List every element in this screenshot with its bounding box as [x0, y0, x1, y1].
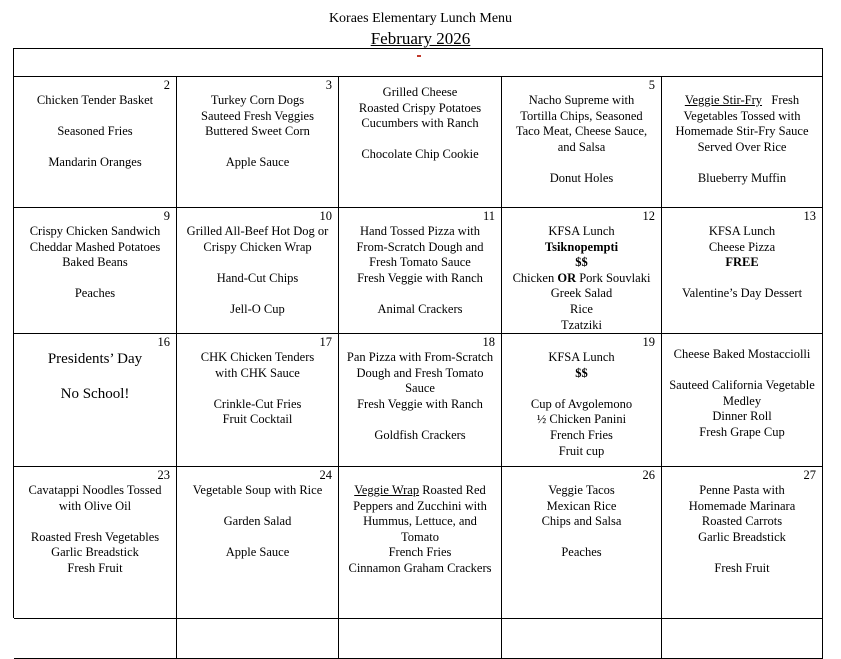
day-number: 18 [482, 335, 495, 349]
day-number: 12 [642, 209, 655, 223]
menu-line [179, 224, 336, 240]
menu-items [504, 483, 659, 561]
menu-line-text: Seasoned Fries [57, 124, 133, 139]
menu-line [179, 530, 336, 546]
menu-line [341, 366, 499, 382]
menu-line [504, 350, 659, 366]
day-cell [14, 467, 177, 619]
menu-line-text: with CHK Sauce [215, 365, 300, 380]
menu-line [179, 255, 336, 271]
menu-line-text: Chocolate Chip Cookie [361, 147, 479, 162]
menu-line [504, 483, 659, 499]
day-cell [339, 208, 502, 334]
menu-line-text: Grilled Cheese [382, 85, 458, 99]
menu-items [179, 350, 336, 428]
day-cell [177, 334, 339, 467]
menu-line [341, 350, 499, 366]
menu-line [341, 428, 499, 444]
day-cell [662, 77, 823, 208]
menu-line [664, 171, 820, 187]
menu-line-text: Garden Salad [223, 514, 292, 529]
menu-line [341, 224, 499, 240]
day-cell [502, 77, 662, 208]
menu-line-text: FREE [725, 255, 759, 270]
menu-line-text: Cheddar Mashed Potatoes [29, 239, 161, 254]
menu-line [504, 155, 659, 171]
day-number: 26 [642, 468, 655, 482]
day-cell [339, 334, 502, 467]
menu-line-text: Vegetable Soup with Rice [192, 483, 323, 497]
menu-line-text: Crispy Chicken Wrap [203, 239, 312, 254]
menu-line-text: Tortilla Chips, Seasoned [520, 108, 643, 123]
menu-line-text: French Fries [388, 545, 452, 560]
menu-line-text: Chicken Tender Basket [36, 93, 154, 107]
menu-line-text: Chicken [512, 270, 558, 285]
menu-line [504, 444, 659, 460]
menu-line-text: Fruit Cocktail [222, 412, 293, 427]
menu-line [664, 155, 820, 171]
menu-items [504, 350, 659, 459]
menu-line-text: CHK Chicken Tenders [200, 350, 315, 364]
menu-line [504, 109, 659, 125]
day-number: 24 [319, 468, 332, 482]
menu-line-text: Fresh Grape Cup [699, 424, 785, 439]
menu-line [504, 140, 659, 156]
menu-line-tail: Pork Souvlaki [576, 270, 651, 285]
menu-line [16, 124, 174, 140]
menu-line [664, 394, 820, 410]
menu-items [179, 93, 336, 171]
menu-line [504, 93, 659, 109]
menu-line-text: Blueberry Muffin [697, 170, 787, 185]
menu-line [16, 350, 174, 369]
day-number: 27 [803, 468, 816, 482]
menu-line-text: Peppers and Zucchini with [353, 498, 487, 513]
menu-line [504, 240, 659, 256]
day-number: 5 [648, 78, 655, 92]
menu-line-text: KFSA Lunch [708, 224, 776, 238]
menu-line [664, 545, 820, 561]
menu-line-text: Vegetables Tossed with [683, 108, 801, 123]
menu-items [664, 347, 820, 441]
menu-line [16, 255, 174, 271]
menu-line-text: Roasted Crispy Potatoes [358, 100, 482, 115]
calendar-header-row [14, 49, 823, 77]
menu-line [664, 514, 820, 530]
day-cell [662, 334, 823, 467]
menu-line [664, 240, 820, 256]
menu-line-tail: Fresh [762, 93, 800, 107]
menu-items [664, 483, 820, 577]
menu-line-text: Sauce [405, 381, 435, 396]
menu-line [504, 171, 659, 187]
menu-items [179, 224, 336, 318]
menu-line [664, 483, 820, 499]
day-cell [662, 208, 823, 334]
menu-line-text: Veggie Wrap [354, 483, 420, 497]
menu-line [664, 140, 820, 156]
menu-line-text: Greek Salad [550, 286, 613, 301]
menu-line [664, 499, 820, 515]
menu-line [504, 255, 659, 271]
month-label: February 2026 [370, 29, 471, 48]
menu-line [664, 93, 820, 109]
menu-line [341, 132, 499, 148]
menu-line-text: Cinnamon Graham Crackers [348, 560, 492, 575]
menu-line [664, 530, 820, 546]
menu-line-text: No School! [60, 385, 130, 402]
menu-line-text: KFSA Lunch [548, 350, 615, 364]
menu-items [16, 224, 174, 302]
calendar-grid [13, 48, 823, 618]
menu-line-text: Veggie Stir-Fry [684, 93, 763, 107]
day-cell [177, 208, 339, 334]
menu-line [16, 286, 174, 302]
day-cell [502, 467, 662, 619]
menu-line [664, 124, 820, 140]
menu-line [179, 109, 336, 125]
menu-line [664, 347, 820, 363]
menu-line [16, 514, 174, 530]
empty-day-cell [339, 619, 502, 659]
menu-line [179, 124, 336, 140]
menu-line [341, 271, 499, 287]
menu-line-text: Goldfish Crackers [374, 427, 466, 442]
menu-line-text: Hand-Cut Chips [216, 270, 299, 285]
menu-items [341, 483, 499, 577]
menu-line [341, 514, 499, 530]
menu-line [179, 381, 336, 397]
menu-line [341, 483, 499, 499]
menu-items [16, 350, 174, 404]
menu-line-text: Peaches [561, 545, 602, 560]
menu-line-text: Roasted Carrots [701, 514, 783, 529]
menu-line-text: KFSA Lunch [548, 224, 615, 238]
menu-line-text: Peaches [74, 286, 116, 301]
menu-line [179, 545, 336, 561]
menu-line [664, 109, 820, 125]
menu-line [341, 240, 499, 256]
menu-line-text: Animal Crackers [377, 301, 463, 316]
menu-items [341, 350, 499, 444]
menu-line [179, 271, 336, 287]
menu-line-text: Penne Pasta with [699, 483, 785, 497]
menu-line-text: French Fries [550, 427, 613, 442]
empty-day-cell [177, 619, 339, 659]
menu-line [179, 240, 336, 256]
menu-line-text: Garlic Breadstick [51, 545, 139, 560]
menu-line-text: Homemade Stir-Fry Sauce [675, 124, 809, 139]
menu-line [179, 302, 336, 318]
menu-line-text: Chips and Salsa [541, 514, 622, 529]
menu-items [16, 483, 174, 577]
menu-line-text: Apple Sauce [225, 155, 290, 170]
menu-line-text: Cucumbers with Ranch [361, 116, 479, 131]
menu-line [504, 224, 659, 240]
menu-line-text: Taco Meat, Cheese Sauce, [515, 124, 648, 139]
day-cell [502, 334, 662, 467]
day-number: 23 [157, 468, 170, 482]
menu-line [179, 155, 336, 171]
month-title [0, 29, 841, 49]
menu-line [179, 514, 336, 530]
menu-line [341, 255, 499, 271]
menu-line [341, 116, 499, 132]
menu-line-text: Crispy Chicken Sandwich [29, 224, 161, 238]
menu-line [341, 286, 499, 302]
menu-line [664, 561, 820, 577]
menu-line-text: ½ Chicken Panini [536, 412, 627, 427]
menu-line-text: Veggie Tacos [548, 483, 615, 497]
empty-day-cell [14, 619, 177, 659]
menu-line-text: Tzatziki [561, 317, 602, 332]
menu-line [341, 561, 499, 577]
menu-line [341, 302, 499, 318]
menu-line-text: Tsiknopempti [544, 239, 619, 254]
menu-line-text: Sauteed Fresh Veggies [201, 108, 314, 123]
menu-line [504, 397, 659, 413]
menu-line-text: Crinkle-Cut Fries [213, 396, 302, 411]
menu-line-text: Donut Holes [549, 170, 614, 185]
menu-line-text: Fresh Tomato Sauce [369, 255, 471, 270]
menu-line [341, 147, 499, 163]
menu-line [664, 255, 820, 271]
menu-line-text: Garlic Breadstick [698, 529, 786, 544]
menu-line [504, 514, 659, 530]
menu-line-text: Cup of Avgolemono [530, 396, 633, 411]
menu-items [504, 93, 659, 187]
menu-line-text: Fresh Fruit [67, 560, 123, 575]
menu-line [16, 140, 174, 156]
menu-line-text: Turkey Corn Dogs [210, 93, 305, 107]
menu-items [664, 93, 820, 187]
menu-line [664, 409, 820, 425]
menu-line [341, 101, 499, 117]
menu-line-text: Hummus, Lettuce, and [363, 514, 477, 529]
menu-title: Koraes Elementary Lunch Menu [328, 11, 513, 26]
day-cell [177, 467, 339, 619]
menu-line-text: $$ [575, 255, 588, 270]
menu-line [16, 155, 174, 171]
menu-line-text: Roasted Fresh Vegetables [30, 529, 160, 544]
menu-line [341, 412, 499, 428]
menu-line-text: Medley [722, 393, 762, 408]
menu-line [16, 385, 174, 404]
menu-line [504, 428, 659, 444]
menu-line [179, 499, 336, 515]
day-cell [662, 467, 823, 619]
menu-line-text: Valentine’s Day Dessert [681, 286, 803, 301]
menu-line [179, 93, 336, 109]
menu-line-text: Fruit cup [558, 443, 605, 458]
day-cell [14, 77, 177, 208]
menu-line-text: with Olive Oil [58, 498, 132, 513]
menu-line-text: Jell-O Cup [230, 301, 285, 316]
menu-line-text: Served Over Rice [697, 139, 787, 154]
menu-line [16, 224, 174, 240]
menu-line [504, 302, 659, 318]
menu-line-text: Sauteed California Vegetable [669, 378, 815, 393]
menu-line-text: Buttered Sweet Corn [205, 124, 310, 139]
menu-line-emphasis: OR [557, 270, 577, 285]
day-number: 16 [157, 335, 170, 349]
menu-line [179, 286, 336, 302]
menu-line [341, 397, 499, 413]
menu-line-text: Grilled All-Beef Hot Dog or [186, 224, 329, 238]
menu-line-text: Rice [570, 301, 593, 316]
menu-line [664, 425, 820, 441]
menu-line [664, 363, 820, 379]
menu-line [664, 271, 820, 287]
day-number: 13 [803, 209, 816, 223]
menu-line-text: Fresh Veggie with Ranch [357, 396, 483, 411]
menu-line [504, 318, 659, 334]
day-cell [177, 77, 339, 208]
day-cell [14, 208, 177, 334]
menu-line [664, 224, 820, 240]
empty-day-cell [502, 619, 662, 659]
menu-line [16, 369, 174, 385]
menu-items [664, 224, 820, 302]
menu-line [16, 530, 174, 546]
menu-line-text: Hand Tossed Pizza with [359, 224, 481, 238]
day-cell [339, 77, 502, 208]
menu-line [16, 109, 174, 125]
menu-line [16, 561, 174, 577]
menu-line-text: Homemade Marinara [688, 498, 796, 513]
menu-line [664, 378, 820, 394]
menu-line-text: From-Scratch Dough and [356, 239, 484, 254]
menu-line-text: Cavatappi Noodles Tossed [28, 483, 162, 497]
menu-line [664, 286, 820, 302]
empty-day-cell [662, 619, 823, 659]
day-cell [339, 467, 502, 619]
menu-line-text: Apple Sauce [225, 545, 290, 560]
menu-items [341, 85, 499, 163]
menu-line-text: Mandarin Oranges [48, 155, 142, 170]
menu-line-text: Fresh Fruit [714, 560, 770, 575]
menu-line-text: $$ [575, 365, 588, 380]
menu-line [16, 240, 174, 256]
menu-line [16, 545, 174, 561]
menu-line [341, 530, 499, 546]
menu-line [341, 499, 499, 515]
menu-line-text: Pan Pizza with From-Scratch [346, 350, 494, 364]
day-cell [502, 208, 662, 334]
menu-line-tail: Roasted Red [419, 483, 486, 497]
menu-line-text: Cheese Pizza [708, 239, 776, 254]
menu-line [179, 140, 336, 156]
menu-line-text: Nacho Supreme with [528, 93, 635, 107]
menu-line [179, 412, 336, 428]
menu-line [341, 381, 499, 397]
menu-line-text: Mexican Rice [546, 498, 617, 513]
menu-line [16, 483, 174, 499]
menu-line [504, 286, 659, 302]
menu-line-text: and Salsa [557, 139, 606, 154]
menu-line [341, 85, 499, 101]
day-number: 10 [319, 209, 332, 223]
day-number: 19 [642, 335, 655, 349]
menu-line [504, 545, 659, 561]
menu-line-text: Baked Beans [62, 255, 128, 270]
day-number: 9 [163, 209, 170, 223]
menu-line [504, 499, 659, 515]
menu-line-text: Fresh Veggie with Ranch [357, 270, 483, 285]
menu-line [16, 93, 174, 109]
day-number: 17 [319, 335, 332, 349]
menu-line [179, 350, 336, 366]
menu-items [341, 224, 499, 318]
menu-line [341, 545, 499, 561]
menu-line-text: Cheese Baked Mostacciolli [673, 347, 811, 361]
menu-line [16, 499, 174, 515]
menu-line [16, 271, 174, 287]
menu-line-text: Dough and Fresh Tomato [356, 365, 484, 380]
menu-line [504, 124, 659, 140]
day-number: 2 [163, 78, 170, 92]
day-number: 3 [325, 78, 332, 92]
day-cell [14, 334, 177, 467]
menu-line [179, 366, 336, 382]
menu-line [504, 381, 659, 397]
menu-line [179, 397, 336, 413]
menu-line [504, 366, 659, 382]
day-number: 11 [482, 209, 495, 223]
menu-items [504, 224, 659, 333]
menu-line [504, 412, 659, 428]
menu-line-text: Tomato [400, 529, 439, 544]
menu-items [16, 93, 174, 171]
menu-items [179, 483, 336, 561]
menu-line [504, 271, 659, 287]
menu-line-text: Dinner Roll [712, 409, 772, 424]
menu-line [179, 483, 336, 499]
menu-line-text: Presidents’ Day [47, 351, 143, 367]
menu-line [504, 530, 659, 546]
